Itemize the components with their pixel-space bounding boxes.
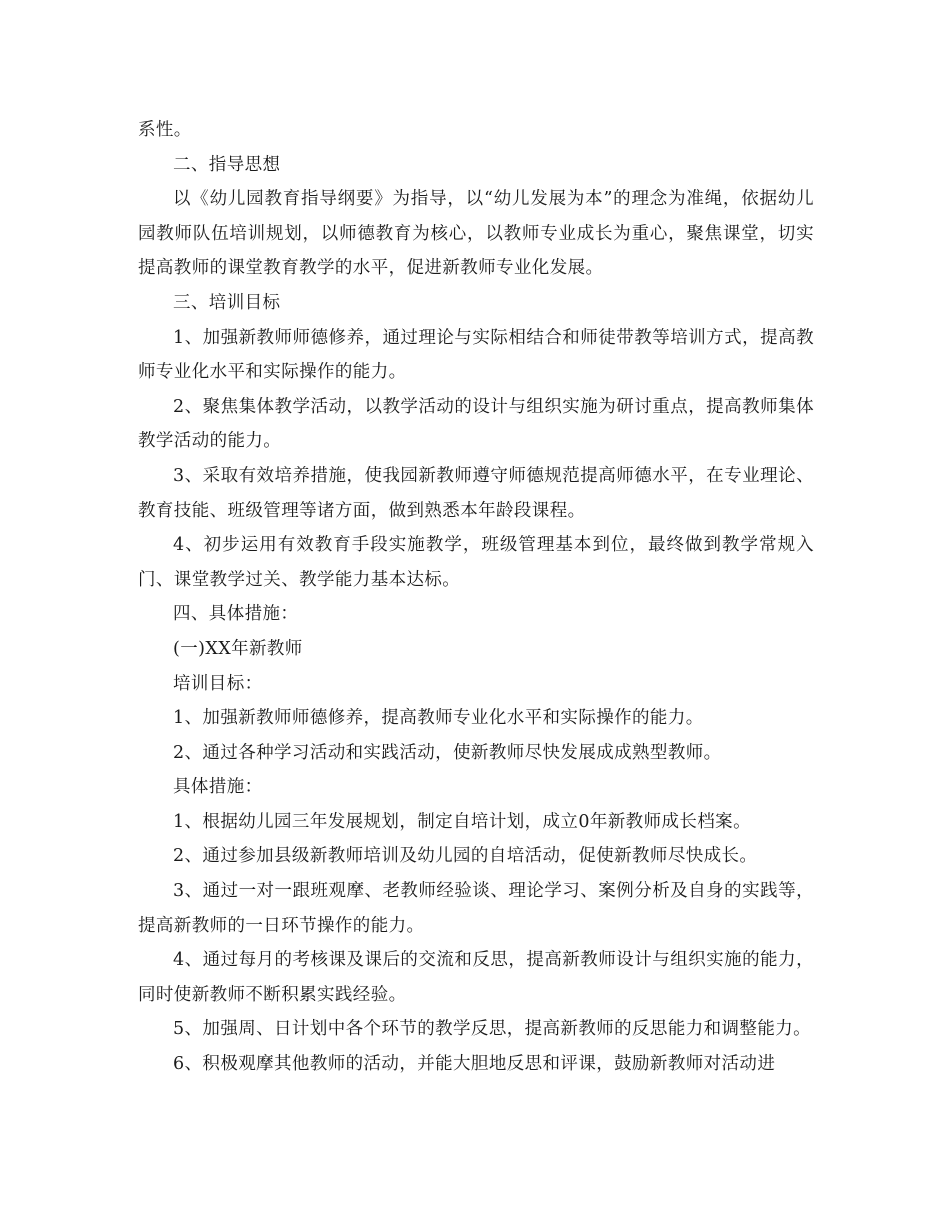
document-body [138, 113, 814, 1082]
measure-item-1: 1、根据幼儿园三年发展规划，制定自培计划，成立0年新教师成长档案。 [173, 811, 751, 832]
section-heading-guiding-ideology: 二、指导思想 [173, 154, 281, 175]
measure-item-5: 5、加强周、日计划中各个环节的教学反思，提高新教师的反思能力和调整能力。 [173, 1019, 812, 1040]
training-goal-item-1: 1、加强新教师师德修养，提高教师专业化水平和实际操作的能力。 [173, 708, 704, 729]
section-heading-training-goals: 三、培训目标 [173, 292, 281, 313]
training-goal-item-2: 2、通过各种学习活动和实践活动，使新教师尽快发展成成熟型教师。 [173, 742, 722, 763]
goal-item-2: 2、聚焦集体教学活动，以教学活动的设计与组织实施为研讨重点，提高教师集体教学活动的能力。 [138, 396, 814, 452]
measure-item-3: 3、通过一对一跟班观摩、老教师经验谈、理论学习、案例分析及自身的实践等，提高新教师的一日环节操作的能力。 [138, 881, 814, 936]
paragraph-guiding-ideology: 以《幼儿园教育指导纲要》为指导，以“幼儿发展为本”的理念为准绳，依据幼儿园教师队伍培训规划，以师德教育为核心，以教师专业成长为重心，聚焦课堂，切实提高教师的课堂教育教学的水平，促进新教师专业化发展。 [138, 189, 814, 279]
label-training-goals: 培训目标： [173, 673, 263, 694]
goal-item-4: 4、初步运用有效教育手段实施教学，班级管理基本到位，最终做到教学常规入门、课堂教学过关、教学能力基本达标。 [138, 535, 814, 590]
paragraph-continuation: 系性。 [138, 120, 192, 140]
subsection-heading-new-teachers: (一)XX年新教师 [173, 638, 303, 659]
measure-item-2: 2、通过参加县级新教师培训及幼儿园的自培活动，促使新教师尽快成长。 [173, 846, 758, 867]
section-heading-specific-measures: 四、具体措施： [173, 604, 299, 625]
goal-item-3: 3、采取有效培养措施，使我园新教师遵守师德规范提高师德水平，在专业理论、教育技能、班级管理等诸方面，做到熟悉本年龄段课程。 [138, 465, 814, 521]
label-specific-measures: 具体措施： [173, 777, 263, 798]
goal-item-1: 1、加强新教师师德修养，通过理论与实际相结合和师徒带教等培训方式，提高教师专业化水平和实际操作的能力。 [138, 327, 814, 383]
measure-item-4: 4、通过每月的考核课及课后的交流和反思，提高新教师设计与组织实施的能力，同时使新教师不断积累实践经验。 [138, 950, 814, 1005]
measure-item-6: 6、积极观摩其他教师的活动，并能大胆地反思和评课，鼓励新教师对活动进 [173, 1054, 776, 1075]
